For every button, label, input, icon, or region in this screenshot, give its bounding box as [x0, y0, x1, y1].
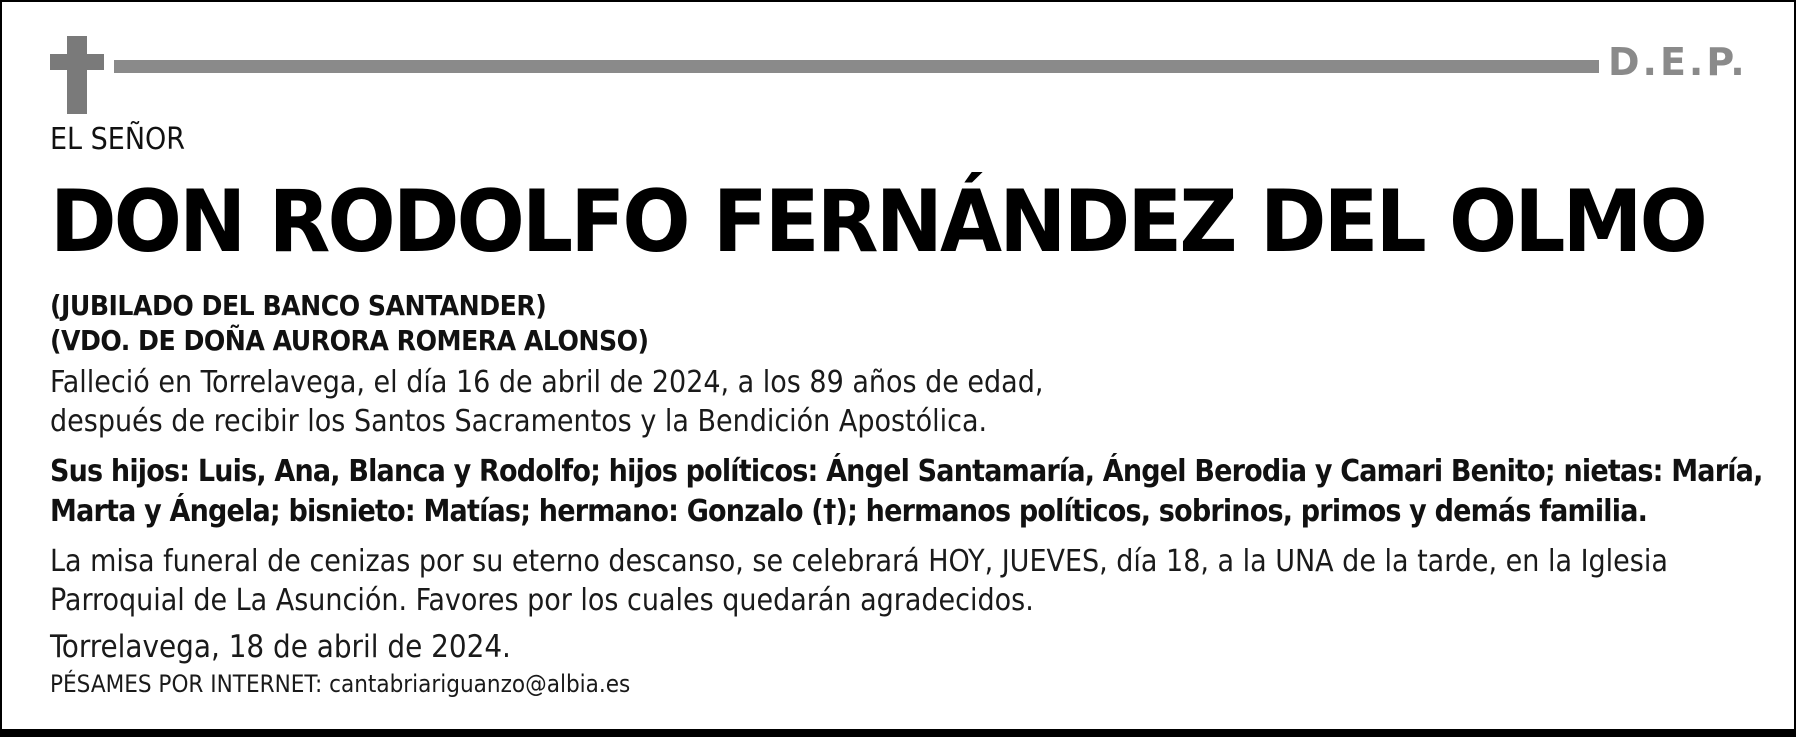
cross-vertical-bar: [67, 36, 87, 114]
honorific: EL SEÑOR: [50, 122, 186, 157]
family-line-1: Sus hijos: Luis, Ana, Blanca y Rodolfo; hijos políticos: Ángel Santamaría, Ángel Berodia y Camari Benito; nietas: María,: [50, 454, 1763, 489]
widower-note: (VDO. DE DOÑA AURORA ROMERA ALONSO): [50, 324, 649, 357]
condolences-email[interactable]: cantabriariguanzo@albia.es: [329, 670, 631, 698]
dep-label: D.E.P.: [1608, 40, 1748, 84]
place-and-date: Torrelavega, 18 de abril de 2024.: [50, 629, 511, 665]
occupation-note: (JUBILADO DEL BANCO SANTANDER): [50, 289, 547, 322]
deceased-name: DON RODOLFO FERNÁNDEZ DEL OLMO: [50, 172, 1706, 272]
mass-details-line-1: La misa funeral de cenizas por su eterno descanso, se celebrará HOY, JUEVES, día 18, a la UNA de la tarde, en la Iglesia: [50, 544, 1668, 579]
condolences-line: [50, 670, 630, 698]
family-line-2: Marta y Ángela; bisnieto: Matías; hermano: Gonzalo (†); hermanos políticos, sobrinos, primos y demás familia.: [50, 494, 1648, 529]
death-details-line-1: Falleció en Torrelavega, el día 16 de abril de 2024, a los 89 años de edad,: [50, 365, 1044, 400]
header-rule: [114, 60, 1599, 73]
cross-horizontal-bar: [50, 54, 104, 70]
mass-details-line-2: Parroquial de La Asunción. Favores por los cuales quedarán agradecidos.: [50, 583, 1034, 618]
condolences-label: PÉSAMES POR INTERNET:: [50, 670, 323, 698]
death-details-line-2: después de recibir los Santos Sacramentos y la Bendición Apostólica.: [50, 404, 988, 439]
latin-cross-icon: [50, 36, 104, 114]
